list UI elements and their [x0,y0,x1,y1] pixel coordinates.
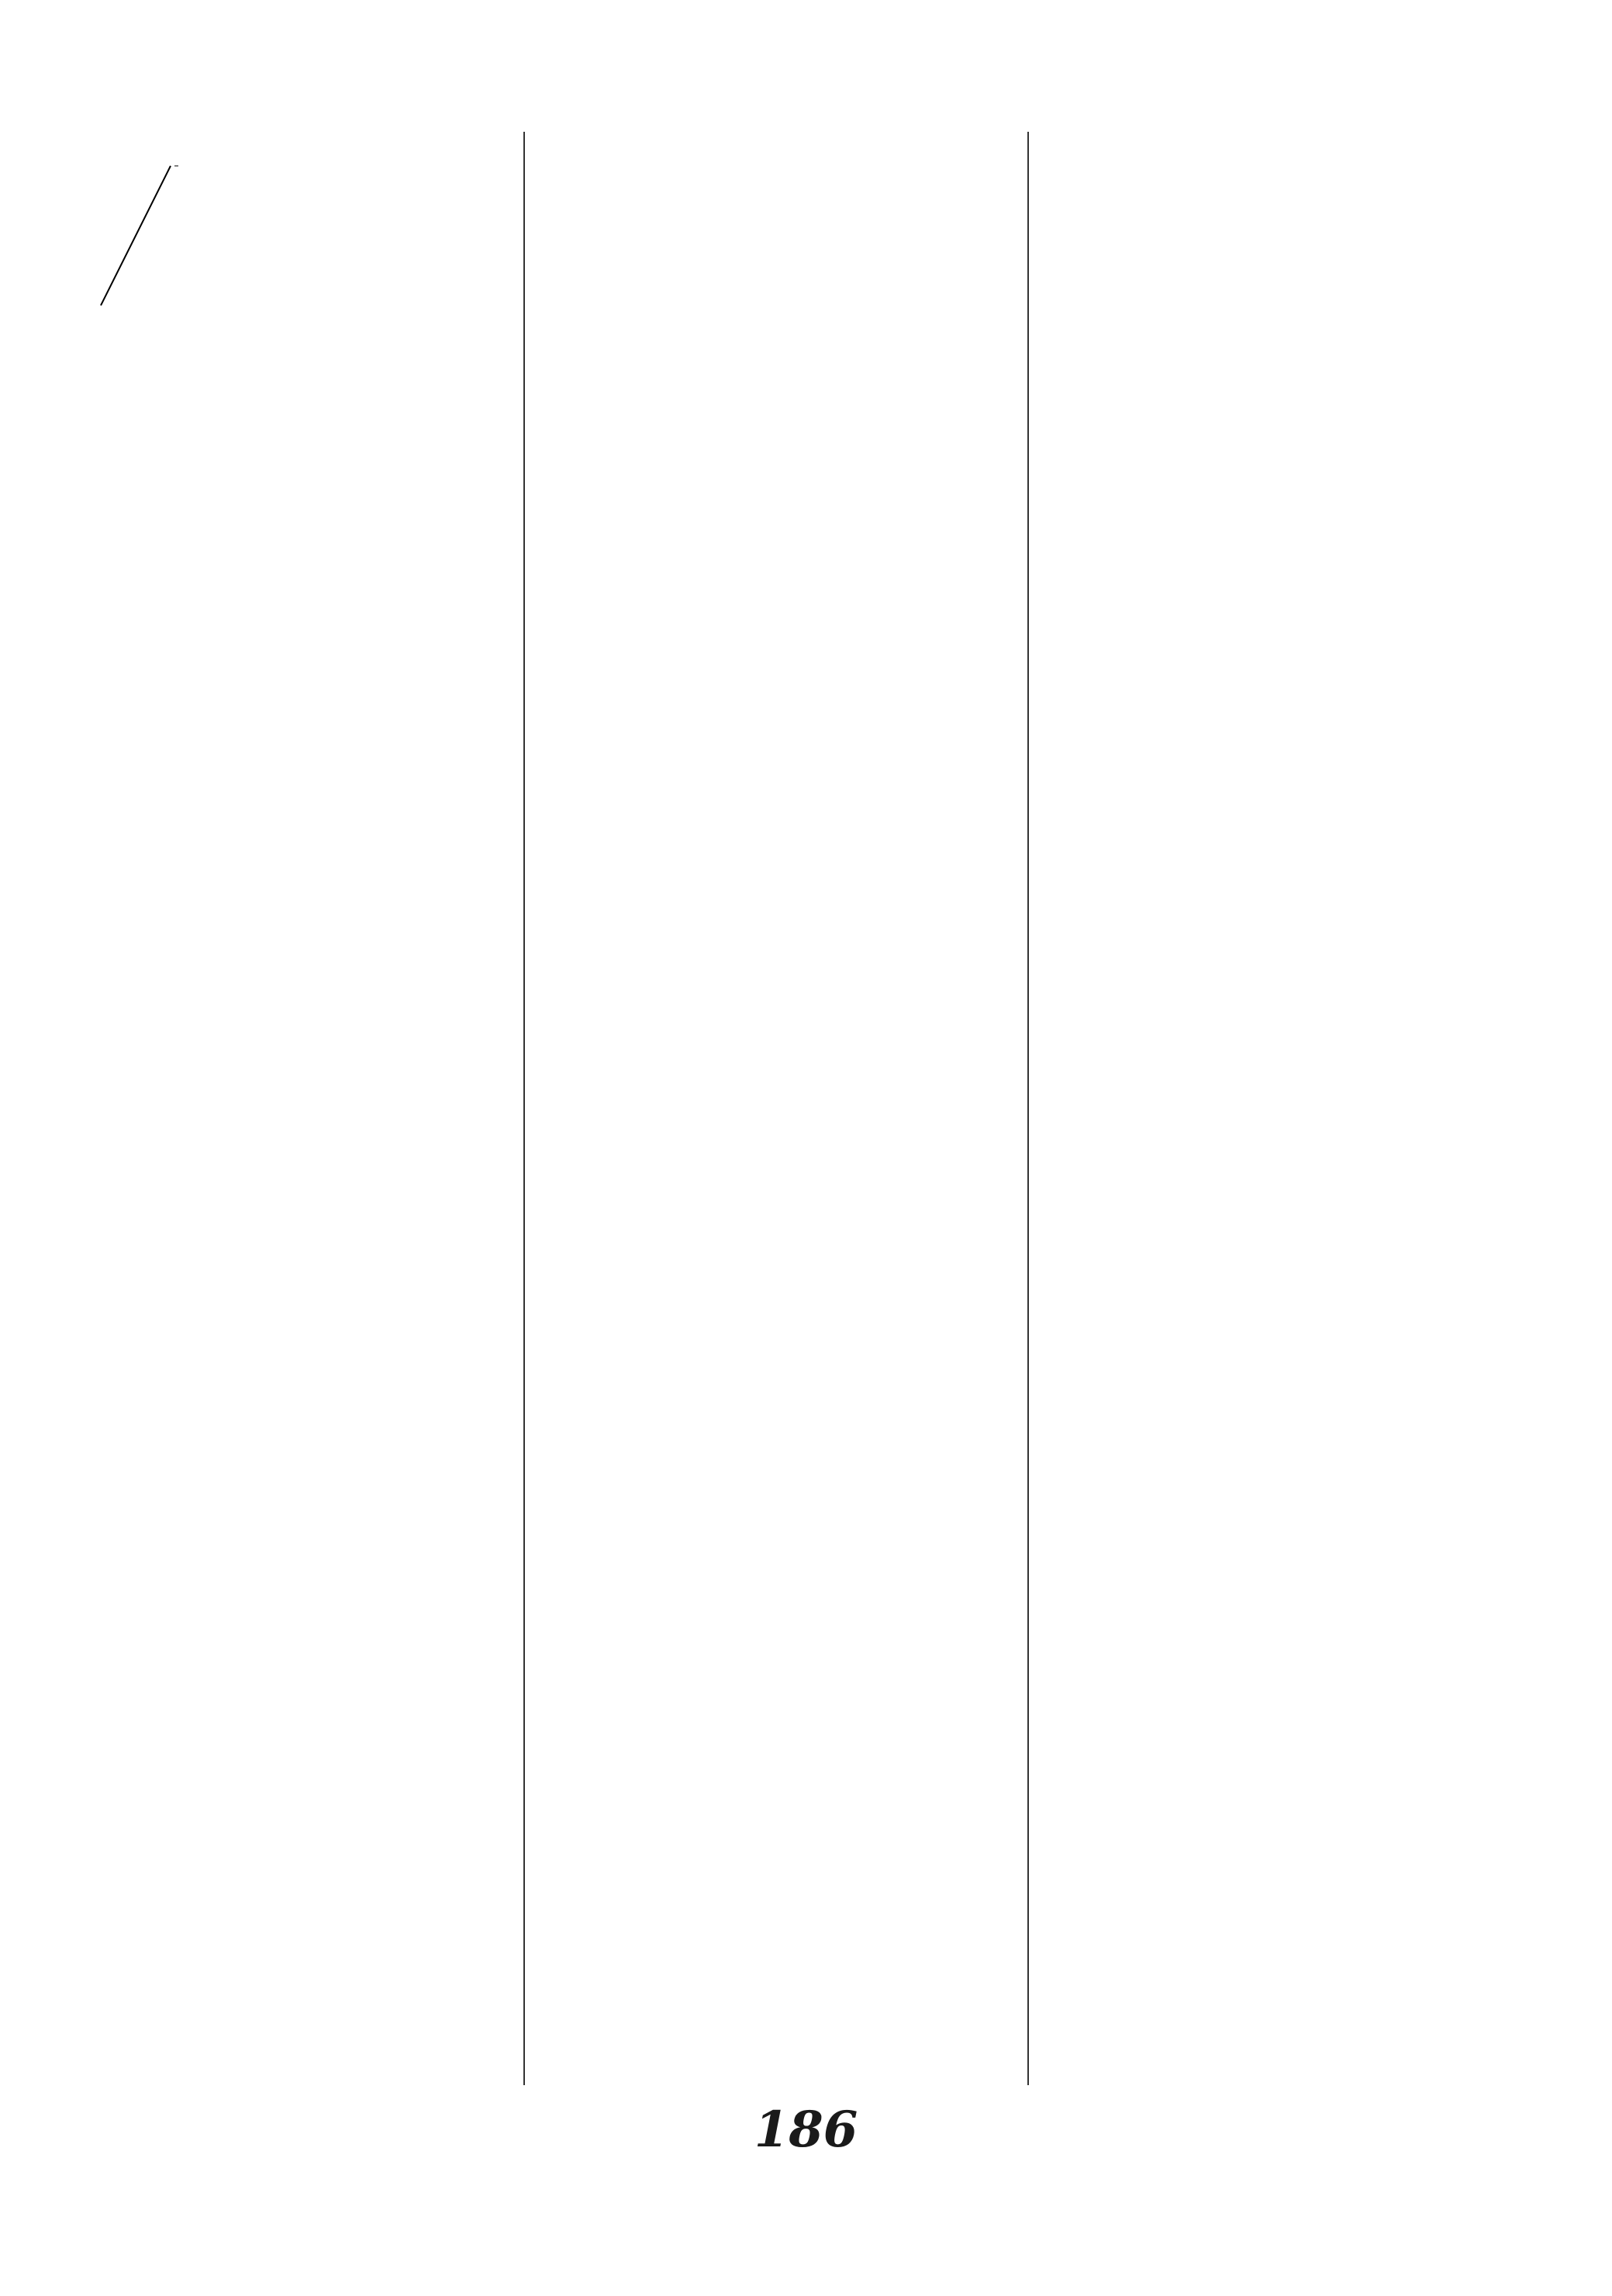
column-divider-1 [523,132,525,2085]
figure-parallel-lines [31,135,310,321]
page-number: 186 [754,2101,858,2159]
column-divider-2 [1027,132,1029,2085]
answer-column-1 [31,132,512,326]
